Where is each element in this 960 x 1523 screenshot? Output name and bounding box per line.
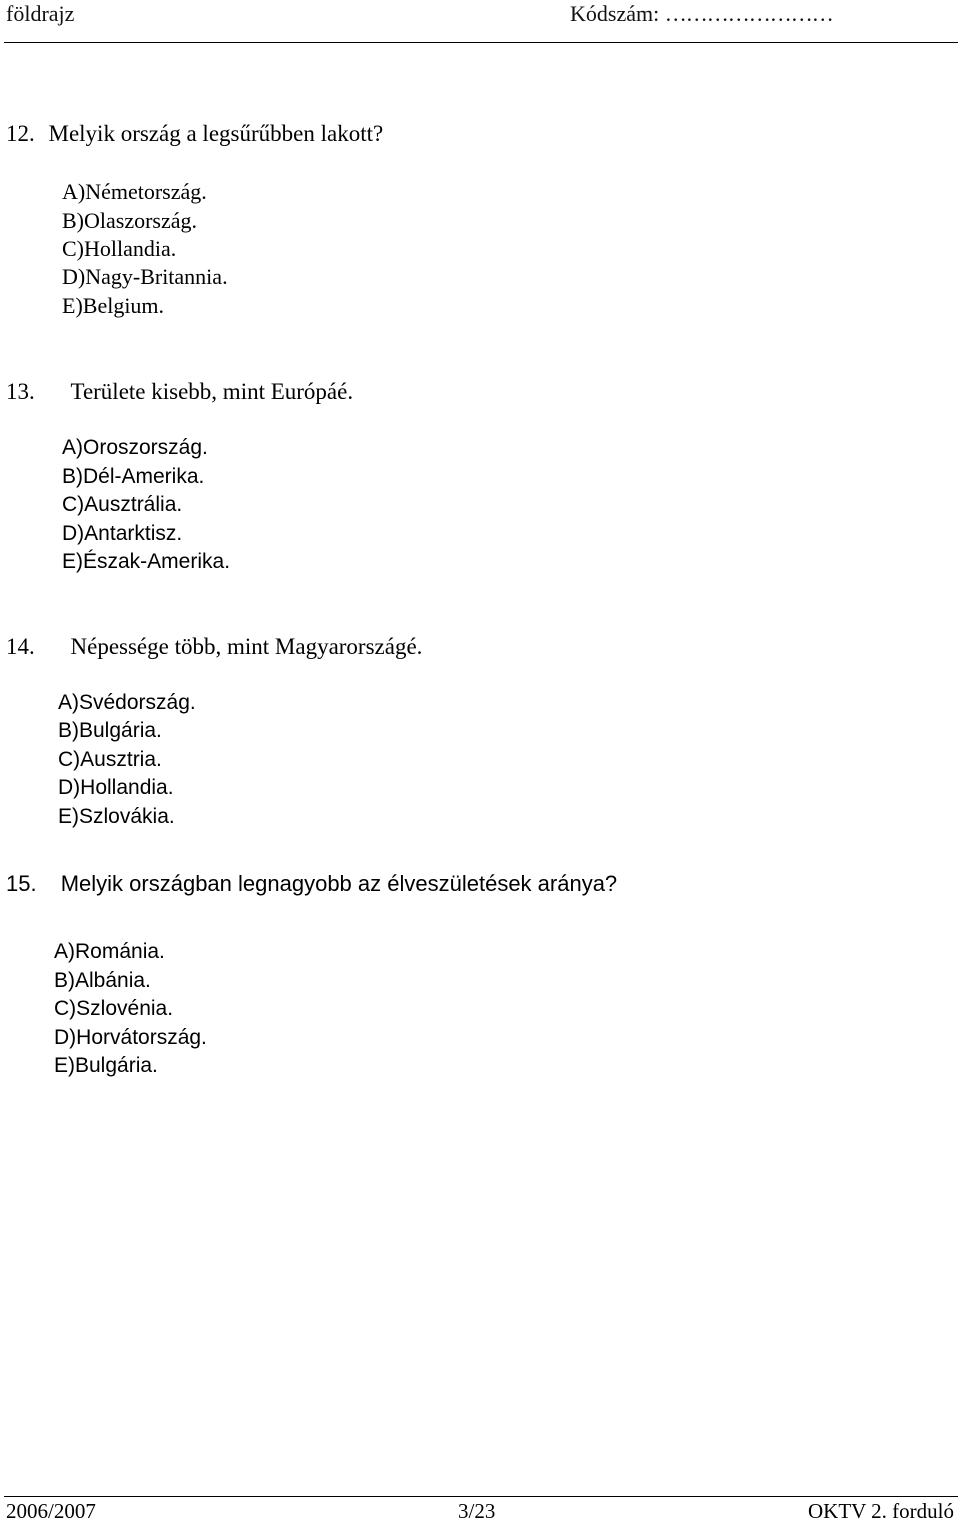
option-letter: B)	[62, 208, 84, 233]
option-text: Szlovákia.	[79, 805, 175, 828]
option-12-a	[62, 181, 207, 203]
option-letter: D)	[54, 1026, 77, 1049]
footer-page-number: 3/23	[458, 1499, 496, 1523]
option-letter: B)	[58, 719, 79, 742]
question-text: Melyik országban legnagyobb az élveszületések aránya?	[60, 871, 618, 896]
option-text: Észak-Amerika.	[83, 550, 231, 573]
option-13-b	[62, 466, 204, 487]
header-code-label	[570, 3, 833, 25]
question-13	[6, 380, 353, 403]
option-text: Bulgária.	[75, 1054, 158, 1077]
option-13-a	[62, 437, 208, 458]
question-14	[6, 635, 422, 658]
option-letter: E)	[54, 1054, 75, 1077]
option-14-b	[58, 720, 162, 741]
question-text: Területe kisebb, mint Európáé.	[70, 379, 354, 404]
option-text: Szlovénia.	[76, 997, 174, 1020]
option-text: Belgium.	[82, 293, 165, 318]
footer-year: 2006/2007	[6, 1499, 96, 1523]
question-text: Melyik ország a legsűrűbben lakott?	[48, 121, 384, 146]
option-text: Dél-Amerika.	[83, 465, 205, 488]
option-text: Hollandia.	[84, 236, 177, 261]
option-text: Antarktisz.	[84, 522, 183, 545]
option-text: Hollandia.	[80, 776, 174, 799]
option-text: Románia.	[75, 940, 165, 963]
option-text: Bulgária.	[79, 719, 162, 742]
option-text: Svédország.	[79, 691, 196, 714]
question-12	[6, 122, 383, 145]
option-letter: E)	[58, 805, 79, 828]
option-letter: D)	[62, 264, 86, 289]
option-15-a	[54, 941, 165, 962]
option-13-c	[62, 494, 182, 515]
option-13-d	[62, 523, 182, 544]
header-rule	[4, 42, 958, 43]
option-text: Ausztrália.	[84, 493, 183, 516]
option-text: Albánia.	[75, 969, 151, 992]
option-15-b	[54, 970, 151, 991]
option-letter: D)	[62, 522, 85, 545]
option-letter: E)	[62, 293, 83, 318]
code-dots: ……………………	[664, 1, 833, 26]
footer-competition: OKTV 2. forduló	[807, 1499, 954, 1523]
option-letter: B)	[62, 465, 83, 488]
option-15-c	[54, 998, 173, 1019]
header-subject: földrajz	[6, 1, 75, 26]
option-12-b	[62, 210, 197, 232]
question-15	[6, 873, 617, 895]
option-letter: A)	[62, 179, 86, 204]
option-text: Ausztria.	[80, 748, 162, 771]
option-letter: C)	[54, 997, 77, 1020]
option-letter: D)	[58, 776, 81, 799]
option-letter: C)	[62, 236, 84, 261]
option-14-a	[58, 692, 196, 713]
question-number: 15.	[6, 871, 37, 896]
question-number: 14.	[6, 634, 35, 659]
option-12-c	[62, 238, 176, 260]
option-12-e	[62, 295, 164, 317]
option-14-c	[58, 749, 162, 770]
option-text: Horvátország.	[76, 1026, 207, 1049]
option-letter: A)	[58, 691, 79, 714]
question-number: 12.	[6, 121, 35, 146]
code-label: Kódszám:	[570, 1, 660, 26]
option-12-d	[62, 266, 228, 288]
option-text: Nagy-Britannia.	[85, 264, 228, 289]
option-letter: B)	[54, 969, 75, 992]
option-14-d	[58, 777, 174, 798]
option-15-d	[54, 1027, 207, 1048]
option-text: Oroszország.	[83, 436, 208, 459]
option-text: Németország.	[85, 179, 207, 204]
option-14-e	[58, 806, 175, 827]
question-text: Népessége több, mint Magyarországé.	[70, 634, 423, 659]
option-15-e	[54, 1055, 158, 1076]
option-letter: A)	[54, 940, 75, 963]
option-letter: E)	[62, 550, 83, 573]
question-number: 13.	[6, 379, 35, 404]
footer-rule	[4, 1496, 958, 1497]
option-letter: C)	[58, 748, 81, 771]
option-text: Olaszország.	[84, 208, 198, 233]
option-13-e	[62, 551, 230, 572]
option-letter: C)	[62, 493, 85, 516]
option-letter: A)	[62, 436, 83, 459]
